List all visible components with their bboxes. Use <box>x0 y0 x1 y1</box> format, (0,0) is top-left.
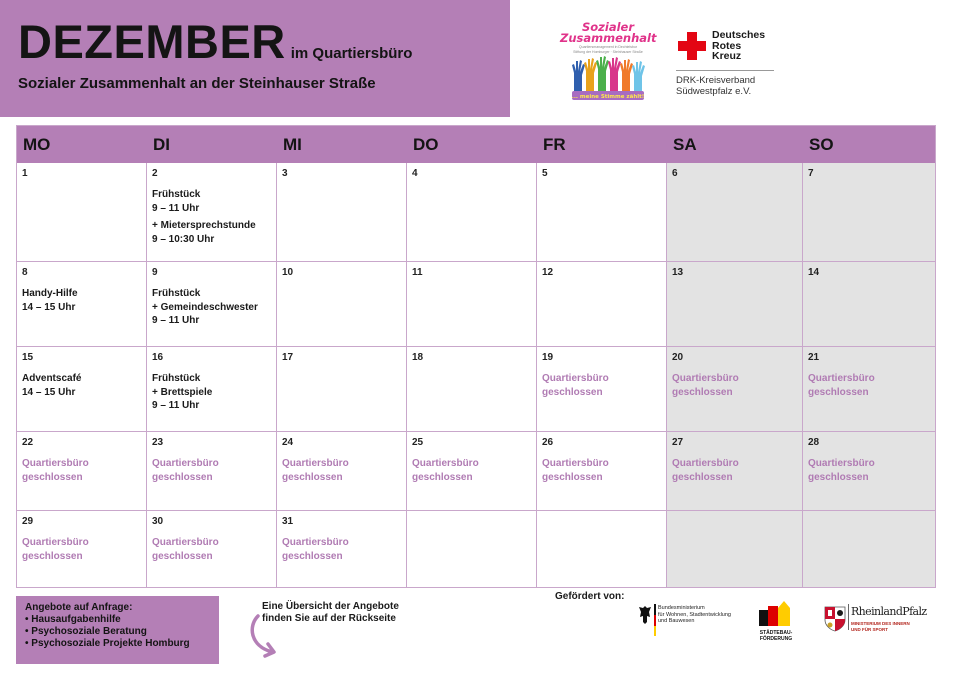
closed-line-2: geschlossen <box>808 386 869 398</box>
day-cell-13 <box>667 262 803 347</box>
day-cell-3 <box>277 163 407 262</box>
event <box>22 372 146 399</box>
rlp-min-line-2: UND FÜR SPORT <box>851 626 888 632</box>
title-row <box>18 14 412 69</box>
drk-logo <box>676 30 786 100</box>
event <box>22 287 146 314</box>
closed-line-1: Quartiersbüro <box>282 537 349 548</box>
hint-line-1: Eine Übersicht der Angebote <box>262 601 399 612</box>
day-cell-27 <box>667 432 803 511</box>
stadt-house-icon <box>768 606 778 626</box>
event-title: + Mietersprechstunde <box>152 220 256 231</box>
bundesministerium-logo <box>638 604 743 644</box>
weekday-do: DO <box>413 135 439 154</box>
sozialer-zusammenhalt-logo <box>560 22 656 110</box>
weekday-so: SO <box>809 135 834 154</box>
day-number: 9 <box>152 267 158 278</box>
event-title: Handy-Hilfe <box>22 288 78 299</box>
day-cell-16 <box>147 347 277 432</box>
month-title: DEZEMBER <box>18 15 286 68</box>
drk-name-1: Deutsches <box>712 29 766 41</box>
event-time: 9 – 10:30 Uhr <box>152 233 215 245</box>
event-time: 14 – 15 Uhr <box>22 301 76 313</box>
stadt-line-2: FÖRDERUNG <box>759 636 793 642</box>
rlp-name: RheinlandPfalz <box>851 605 927 618</box>
sz-logo-small-1: Quartiersmanagement in Dechtelsbur <box>578 45 638 49</box>
offer-item: • Psychosoziale Projekte Homburg <box>25 638 190 649</box>
closed-notice <box>542 457 666 484</box>
stadt-line-1: STÄDTEBAU- <box>759 630 793 636</box>
empty-cell <box>537 511 667 587</box>
drk-divider <box>676 70 774 71</box>
day-number: 6 <box>672 168 678 179</box>
day-number: 24 <box>282 437 294 448</box>
day-cell-15 <box>17 347 147 432</box>
closed-notice <box>282 536 406 563</box>
bund-line-2: für Wohnen, Stadtentwicklung <box>658 611 731 618</box>
drk-name-3: Kreuz <box>712 50 742 62</box>
closed-notice <box>542 372 666 399</box>
sz-logo-title-2: Zusammenhalt <box>560 31 657 45</box>
closed-line-1: Quartiersbüro <box>808 373 875 384</box>
empty-cell <box>667 511 803 587</box>
header-banner <box>0 0 510 117</box>
weekday-mo: MO <box>23 135 51 154</box>
drk-kv-1: DRK-Kreisverband <box>676 75 756 86</box>
day-cell-17 <box>277 347 407 432</box>
day-number: 12 <box>542 267 554 278</box>
closed-line-1: Quartiersbüro <box>22 458 89 469</box>
day-number: 18 <box>412 352 424 363</box>
day-cell-29 <box>17 511 147 587</box>
day-number: 30 <box>152 516 164 527</box>
hint-line-2: finden Sie auf der Rückseite <box>262 613 396 624</box>
day-cell-19 <box>537 347 667 432</box>
raised-hands-icon <box>568 55 648 101</box>
day-number: 10 <box>282 267 294 278</box>
rheinland-pfalz-logo <box>824 604 927 644</box>
closed-line-1: Quartiersbüro <box>412 458 479 469</box>
drk-name-2: Rotes <box>712 39 742 52</box>
drk-name <box>712 30 765 62</box>
weekday-header <box>17 126 935 163</box>
closed-line-2: geschlossen <box>672 471 733 483</box>
weekday-sa: SA <box>673 135 697 154</box>
day-number: 11 <box>412 267 423 278</box>
closed-line-1: Quartiersbüro <box>152 537 219 548</box>
weekday-fr: FR <box>543 135 566 154</box>
closed-line-2: geschlossen <box>542 471 603 483</box>
closed-line-2: geschlossen <box>542 386 603 398</box>
day-number: 20 <box>672 352 684 363</box>
staedtebaufoerderung-logo <box>755 598 797 648</box>
event-time: 9 – 11 Uhr <box>152 315 200 326</box>
closed-notice <box>152 457 276 484</box>
closed-line-2: geschlossen <box>808 471 869 483</box>
day-cell-12 <box>537 262 667 347</box>
rlp-ministry <box>851 621 910 632</box>
closed-line-2: geschlossen <box>22 471 83 483</box>
funded-by-label: Gefördert von: <box>555 591 625 602</box>
sz-logo-banner: ... meine Stimme zählt! <box>571 94 645 100</box>
closed-line-1: Quartiersbüro <box>542 458 609 469</box>
day-number: 28 <box>808 437 820 448</box>
closed-line-1: Quartiersbüro <box>808 458 875 469</box>
event-time: 9 – 11 Uhr <box>152 400 200 411</box>
closed-line-2: geschlossen <box>282 471 343 483</box>
day-number: 29 <box>22 516 34 527</box>
event-time: 9 – 11 Uhr <box>152 202 200 214</box>
weekday-di: DI <box>153 135 170 154</box>
stadt-house-icon <box>759 610 768 626</box>
closed-line-2: geschlossen <box>152 550 213 562</box>
event <box>152 219 276 246</box>
closed-line-1: Quartiersbüro <box>152 458 219 469</box>
bund-text <box>658 605 731 625</box>
flag-bar-icon <box>654 604 656 636</box>
day-number: 7 <box>808 168 814 179</box>
sz-logo-small-2: Stiftung der Homburger · Steinhauser Straße <box>573 50 643 54</box>
rlp-min-line-1: MINISTERIUM DES INNERN <box>851 621 910 626</box>
closed-line-1: Quartiersbüro <box>672 458 739 469</box>
closed-line-2: geschlossen <box>152 471 213 483</box>
day-number: 5 <box>542 168 548 179</box>
hands-graphic <box>572 56 645 93</box>
subtitle: Sozialer Zusammenhalt an der Steinhauser Straße <box>18 75 376 92</box>
empty-cell <box>803 511 935 587</box>
day-cell-9 <box>147 262 277 347</box>
event <box>152 287 276 328</box>
bund-line-1: Bundesministerium <box>658 605 705 611</box>
day-number: 3 <box>282 168 288 179</box>
day-cell-26 <box>537 432 667 511</box>
day-cell-10 <box>277 262 407 347</box>
day-cell-30 <box>147 511 277 587</box>
day-cell-24 <box>277 432 407 511</box>
day-cell-25 <box>407 432 537 511</box>
event-addition: + Brettspiele <box>152 386 213 398</box>
stadt-house-icon <box>778 601 790 626</box>
day-number: 25 <box>412 437 424 448</box>
day-number: 15 <box>22 352 34 363</box>
closed-line-1: Quartiersbüro <box>22 537 89 548</box>
calendar-grid <box>16 125 936 588</box>
offer-item: • Hausaufgabenhilfe <box>25 614 121 625</box>
day-number: 16 <box>152 352 164 363</box>
closed-line-2: geschlossen <box>672 386 733 398</box>
day-cell-23 <box>147 432 277 511</box>
event <box>152 372 276 413</box>
day-number: 8 <box>22 267 28 278</box>
event-addition: + Gemeindeschwester <box>152 301 258 313</box>
day-cell-6 <box>667 163 803 262</box>
day-cell-5 <box>537 163 667 262</box>
day-cell-8 <box>17 262 147 347</box>
event-title: Frühstück <box>152 373 201 384</box>
day-cell-2 <box>147 163 277 262</box>
closed-line-1: Quartiersbüro <box>542 373 609 384</box>
day-number: 2 <box>152 168 158 179</box>
state-crest-icon <box>824 606 846 632</box>
day-cell-4 <box>407 163 537 262</box>
day-number: 4 <box>412 168 418 179</box>
day-number: 13 <box>672 267 684 278</box>
day-cell-18 <box>407 347 537 432</box>
day-cell-21 <box>803 347 935 432</box>
weekday-mi: MI <box>283 135 302 154</box>
day-number: 22 <box>22 437 34 448</box>
drk-kv-2: Südwestpfalz e.V. <box>676 85 752 97</box>
closed-line-2: geschlossen <box>22 550 83 562</box>
day-cell-7 <box>803 163 935 262</box>
day-cell-28 <box>803 432 935 511</box>
location-label: im Quartiersbüro <box>290 45 413 62</box>
event-time: 14 – 15 Uhr <box>22 386 76 398</box>
bund-line-3: und Bauwesen <box>658 618 695 624</box>
day-cell-11 <box>407 262 537 347</box>
closed-notice <box>22 457 146 484</box>
closed-notice <box>412 457 536 484</box>
empty-cell <box>407 511 537 587</box>
sz-logo-title-1: Sozialer <box>582 20 634 34</box>
drk-kreisverband <box>676 76 755 97</box>
day-number: 26 <box>542 437 554 448</box>
closed-line-1: Quartiersbüro <box>672 373 739 384</box>
day-number: 21 <box>808 352 820 363</box>
event <box>152 188 276 215</box>
day-cell-20 <box>667 347 803 432</box>
closed-notice <box>672 457 802 484</box>
event-title: Frühstück <box>152 189 201 200</box>
closed-line-1: Quartiersbüro <box>282 458 349 469</box>
offers-title: Angebote auf Anfrage: <box>25 602 133 613</box>
day-number: 23 <box>152 437 164 448</box>
closed-notice <box>282 457 406 484</box>
offer-item: • Psychosoziale Beratung <box>25 626 147 637</box>
federal-eagle-icon <box>638 604 652 626</box>
day-cell-31 <box>277 511 407 587</box>
rlp-divider <box>848 604 850 630</box>
day-number: 27 <box>672 437 684 448</box>
day-cell-22 <box>17 432 147 511</box>
day-number: 14 <box>808 267 820 278</box>
day-cell-1 <box>17 163 147 262</box>
day-number: 31 <box>282 516 294 527</box>
closed-notice <box>22 536 146 563</box>
day-cell-14 <box>803 262 935 347</box>
closed-notice <box>672 372 802 399</box>
closed-line-2: geschlossen <box>282 550 343 562</box>
closed-notice <box>152 536 276 563</box>
backside-hint <box>262 601 399 625</box>
red-cross-icon <box>678 32 706 60</box>
offers-on-request-box <box>16 596 219 664</box>
closed-line-2: geschlossen <box>412 471 473 483</box>
day-number: 1 <box>22 168 28 179</box>
closed-notice <box>808 457 935 484</box>
day-number: 17 <box>282 352 294 363</box>
event-title: Adventscafé <box>22 373 82 384</box>
event-title: Frühstück <box>152 288 201 299</box>
closed-notice <box>808 372 935 399</box>
day-number: 19 <box>542 352 554 363</box>
